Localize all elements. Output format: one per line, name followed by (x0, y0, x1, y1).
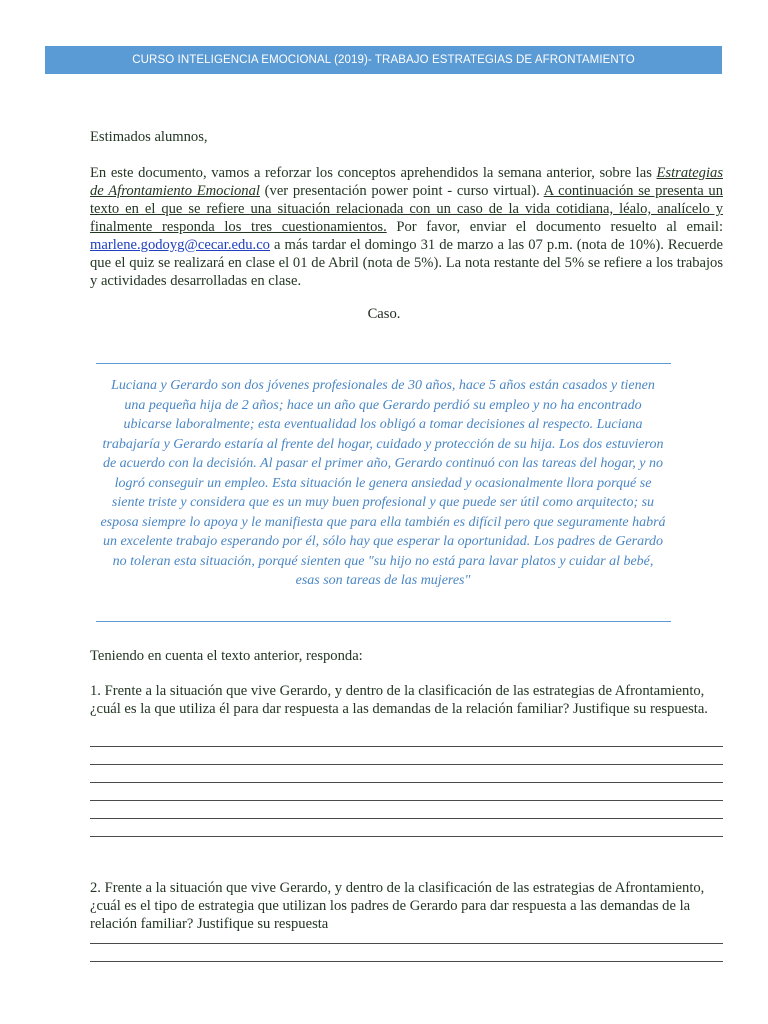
case-bottom-rule (96, 621, 671, 622)
answer-area-2[interactable] (90, 943, 723, 979)
case-heading: Caso. (367, 306, 401, 322)
answer-line[interactable] (90, 746, 723, 747)
answer-line[interactable] (90, 836, 723, 837)
intro-text-1: En este documento, vamos a reforzar los conceptos aprehendidos la semana anterior, sobre las (90, 165, 657, 181)
question-2: 2. Frente a la situación que vive Gerardo, y dentro de la clasificación de las estrategias de Afrontamiento, ¿cuál es el tipo de estrategia que utilizan los padres de Gerardo para dar respuesta a las demandas de la relación familiar? Justifique su respuesta (90, 880, 705, 932)
salutation: Estimados alumnos, (90, 129, 208, 145)
questions-prompt: Teniendo en cuenta el texto anterior, responda: (90, 648, 363, 664)
instructions-underlined: A continuación se presenta un texto en el que se refiere una situación relacionada con un caso de la vida cotidiana, léalo, analícelo y finalmente responda los tres cuestionamientos. (90, 183, 723, 235)
intro-text-3: Por favor, enviar el documento resuelto al email: (386, 219, 724, 235)
answer-line[interactable] (90, 818, 723, 819)
answer-line[interactable] (90, 961, 723, 962)
answer-line[interactable] (90, 782, 723, 783)
answer-line[interactable] (90, 764, 723, 765)
case-text: Luciana y Gerardo son dos jóvenes profesionales de 30 años, hace 5 años están casados y tienen una pequeña hija de 2 años; hace un año que Gerardo perdió su empleo y no ha encontrado ubicarse laboralmente; esta eventualidad los obligó a tomar decisiones al respecto. Luciana trabajaría y Gerardo estaría al frente del hogar, cuidado y protección de su hija. Los dos estuvieron de acuerdo con la decisión. Al pasar el primer año, Gerardo continuó con las tareas del hogar, y no logró conseguir un empleo. Esta situación le genera ansiedad y ocasionalmente llora porqué se siente triste y considera que es un muy buen profesional y que puede ser útil como arquitecto; su esposa siempre lo apoya y le manifiesta que para ella también es difícil pero que seguramente habrá un excelente trabajo esperando por él, sólo hay que esperar la oportunidad. Los padres de Gerardo no toleran esta situación, porqué sienten que "su hijo no está para lavar platos y cuidar al bebé, esas son tareas de las mujeres" (100, 378, 666, 588)
answer-area-1[interactable] (90, 746, 723, 854)
answer-line[interactable] (90, 943, 723, 944)
answer-line[interactable] (90, 800, 723, 801)
case-top-rule (96, 363, 671, 364)
question-1: 1. Frente a la situación que vive Gerardo, y dentro de la clasificación de las estrategias de Afrontamiento, ¿cuál es la que utiliza él para dar respuesta a las demandas de la relación familiar? Justifique su respuesta. (90, 683, 708, 717)
intro-text-4: a más tardar el domingo 31 de marzo a las 07 p.m. (nota de 10%). Recuerde que el quiz se realizará en clase el 01 de Abril (nota de 5%). La nota restante del 5% se refiere a los trabajos y actividades desarrolladas en clase. (90, 237, 723, 289)
intro-paragraph (90, 164, 723, 290)
email-link[interactable]: marlene.godoyg@cecar.edu.co (90, 237, 270, 253)
strategies-link[interactable]: Estrategias de Afrontamiento Emocional (90, 165, 723, 199)
document-banner: CURSO INTELIGENCIA EMOCIONAL (2019)- TRABAJO ESTRATEGIAS DE AFRONTAMIENTO (45, 46, 722, 74)
intro-text-2: (ver presentación power point - curso virtual). (259, 183, 544, 199)
